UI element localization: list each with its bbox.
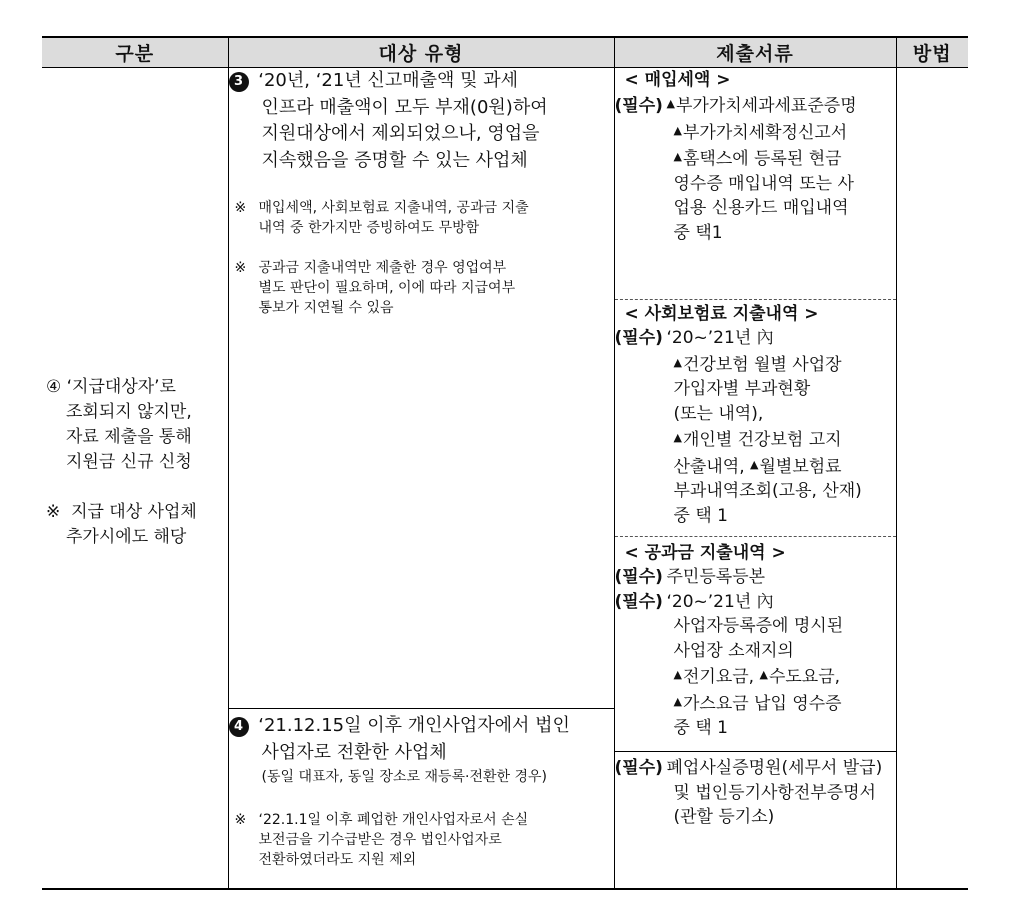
doc-line: (또는 내역),: [673, 403, 764, 424]
doc-line: ▲홈택스에 등록된 현금: [673, 149, 842, 169]
type4-note: ※ ‘22.1.1일 이후 폐업한 개인사업자로서 손실: [234, 812, 529, 828]
circled-number-3-icon: 3: [229, 72, 249, 92]
type3-note-1-line: 내역 중 한가지만 증빙하여도 무방함: [258, 220, 480, 236]
type3-note-2-line: 별도 판단이 필요하며, 이에 따라 지급여부: [258, 280, 516, 296]
type3-section: [229, 68, 614, 709]
type3-note-2-line: 통보가 지연될 수 있음: [258, 300, 394, 316]
category-note: 추가시에도 해당: [66, 527, 187, 547]
category-line: 자료 제출을 통해: [66, 427, 192, 447]
category-line: 조회되지 않지만,: [66, 402, 192, 422]
document: [42, 36, 968, 888]
type3-line: 지원대상에서 제외되었으나, 영업을: [261, 123, 540, 144]
doc-line: ▲가스요금 납입 영수증: [673, 693, 842, 714]
social-insurance-section: [615, 302, 896, 537]
doc-line: (필수) ▲부가가치세과세표준증명: [614, 96, 857, 116]
social-insurance-title: < 사회보험료 지출내역 >: [624, 304, 819, 324]
doc-line: 업용 신용카드 매입내역: [673, 198, 849, 218]
table-row: [42, 68, 968, 889]
type3-note-1: ※ 매입세액, 사회보험료 지출내역, 공과금 지출: [234, 200, 529, 216]
type4-heading: 4 ‘21.12.15일 이후 개인사업자에서 법인: [229, 713, 614, 740]
header-category: 구분: [42, 37, 228, 68]
type3-heading: 3 ‘20년, ‘21년 신고매출액 및 과세: [229, 68, 614, 95]
table-header-row: [42, 37, 968, 68]
doc-line: 중 택1: [673, 222, 723, 243]
triangle-bullet-icon: ▲: [673, 123, 682, 137]
category-line: 지원금 신규 신청: [66, 452, 192, 472]
category-line: ④ ‘지급대상자’로: [46, 377, 176, 397]
doc-line: 중 택 1: [673, 505, 728, 526]
doc-line: (필수) ‘20~’21년 內: [614, 328, 774, 348]
doc-line: (관할 등기소): [673, 807, 775, 827]
category-note: ※ 지급 대상 사업체: [46, 502, 197, 522]
type4-note-line: 보전금을 기수급받은 경우 법인사업자로: [258, 832, 502, 848]
triangle-bullet-icon: ▲: [673, 668, 682, 681]
doc-line: 사업자등록증에 명시된: [673, 616, 844, 636]
doc-line: 사업장 소재지의: [673, 640, 794, 661]
support-table: [42, 36, 968, 890]
triangle-bullet-icon: ▲: [673, 694, 682, 708]
documents-cell: [614, 68, 896, 889]
doc-line: ▲전기요금, ▲수도요금,: [673, 667, 841, 687]
utility-section: [615, 541, 896, 752]
triangle-bullet-icon: ▲: [759, 668, 768, 681]
type4-section: [229, 713, 614, 870]
target-type-cell: [228, 68, 614, 889]
doc-line: ▲건강보험 월별 사업장: [673, 354, 842, 375]
note-symbol: ※: [46, 502, 61, 522]
doc-line: ▲개인별 건강보험 고지: [673, 430, 842, 450]
header-documents: 제출서류: [614, 37, 896, 68]
type4-note-line: 전환하였더라도 지원 제외: [258, 852, 417, 868]
doc-line: 가입자별 부과현황: [673, 379, 811, 399]
type3-note-2: ※ 공과금 지출내역만 제출한 경우 영업여부: [234, 260, 507, 276]
type3-line: 인프라 매출액이 모두 부재(0원)하여: [261, 96, 548, 118]
method-cell: [896, 68, 968, 889]
doc-line: 중 택 1: [673, 718, 728, 738]
circled-number-4-icon: 4: [229, 717, 249, 737]
doc-line: 영수증 매입내역 또는 사: [673, 173, 854, 194]
type4-line: 사업자로 전환한 사업체: [261, 741, 447, 763]
purchase-tax-title: < 매입세액 >: [624, 70, 731, 90]
type3-line: 지속했음을 증명할 수 있는 사업체: [261, 149, 528, 171]
header-method: 방법: [896, 37, 968, 68]
triangle-bullet-icon: ▲: [750, 457, 759, 471]
doc-line: (필수) 폐업사실증명원(세무서 발급): [614, 758, 883, 778]
doc-line: (필수) ‘20~’21년 內: [614, 591, 774, 612]
doc-line: 산출내역, ▲월별보험료: [673, 456, 842, 477]
triangle-bullet-icon: ▲: [673, 150, 682, 163]
triangle-bullet-icon: ▲: [666, 97, 675, 110]
type4-condition: (동일 대표자, 동일 장소로 재등록·전환한 경우): [261, 769, 548, 785]
triangle-bullet-icon: ▲: [673, 431, 682, 444]
doc-line: (필수) 주민등록등본: [614, 567, 766, 587]
doc-line: 부과내역조회(고용, 산재): [673, 481, 862, 501]
triangle-bullet-icon: ▲: [673, 355, 682, 369]
closure-section: [615, 756, 896, 830]
category-cell: [42, 68, 228, 889]
doc-line: 및 법인등기사항전부증명서: [673, 782, 876, 803]
header-target-type: 대상 유형: [228, 37, 614, 68]
purchase-tax-section: [615, 68, 896, 300]
doc-line: ▲부가가치세확정신고서: [673, 122, 848, 143]
utility-title: < 공과금 지출내역 >: [624, 543, 786, 563]
